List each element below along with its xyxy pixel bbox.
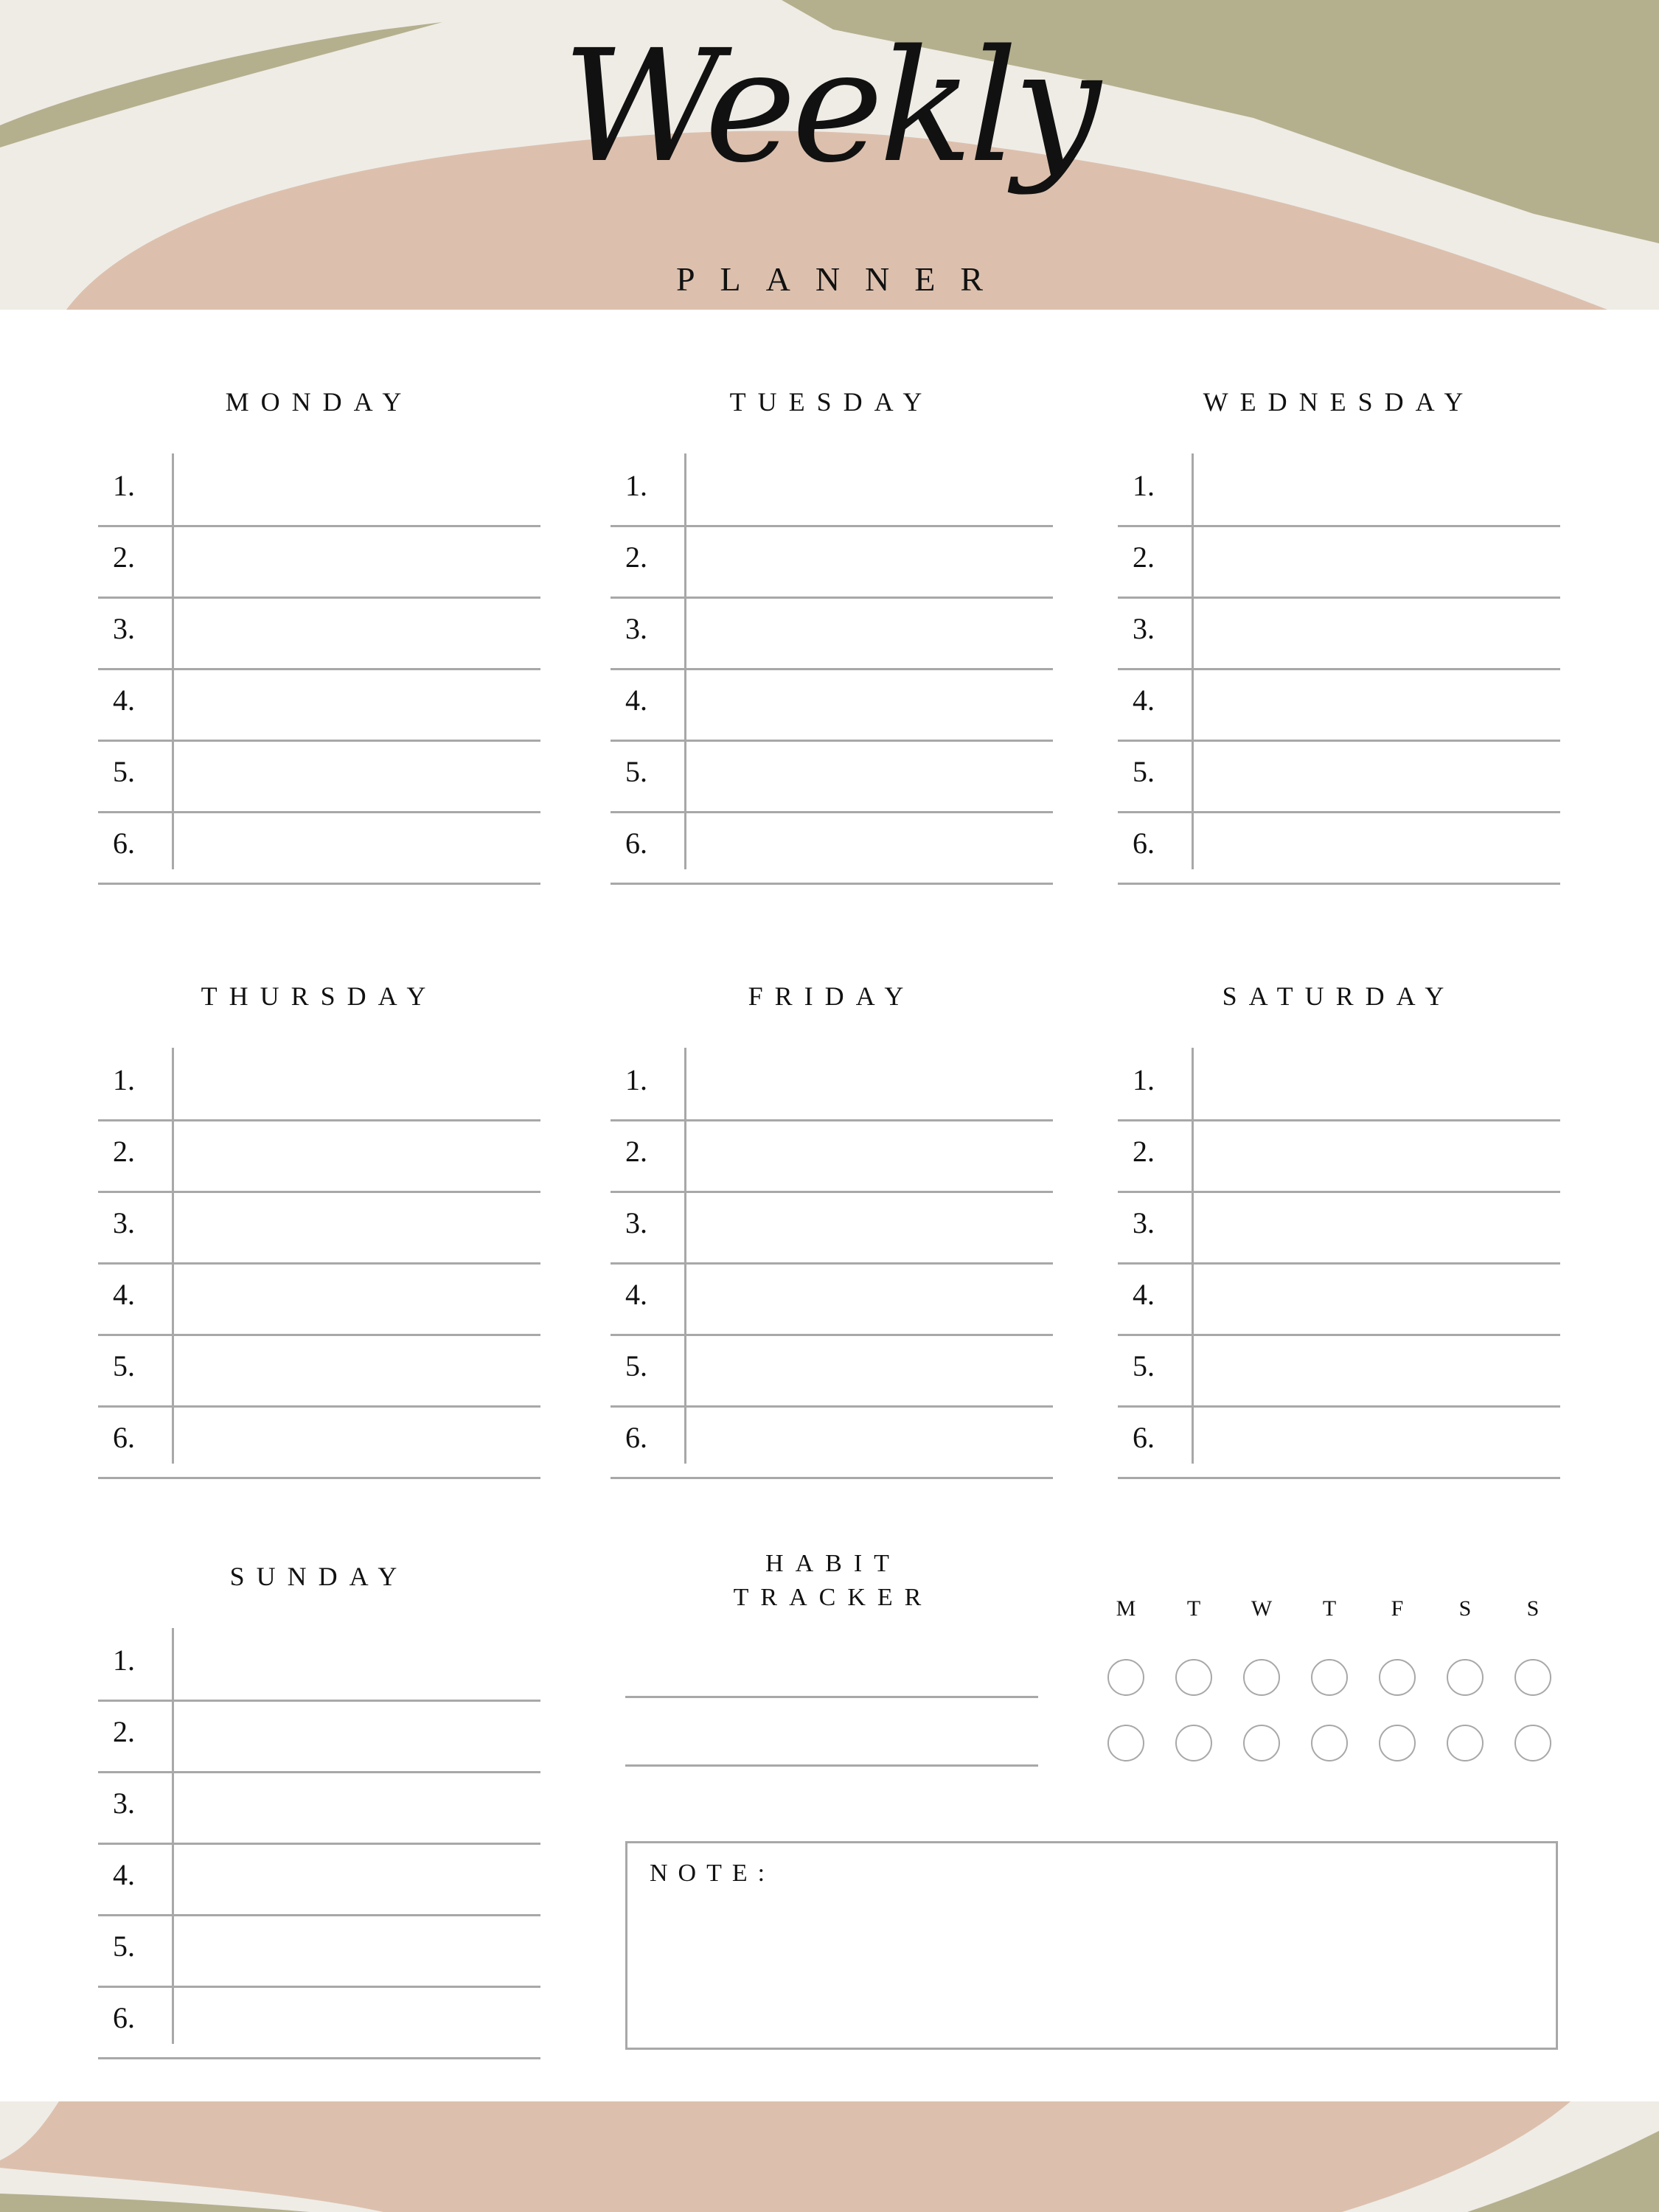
task-row[interactable] — [98, 740, 540, 813]
task-list — [1118, 1048, 1560, 1464]
row-number: 5. — [113, 1349, 135, 1382]
habit-tracker-title — [627, 1547, 1040, 1615]
row-number: 6. — [625, 827, 647, 860]
row-number: 5. — [625, 1349, 647, 1382]
row-number: 2. — [1133, 540, 1155, 574]
task-row[interactable] — [611, 1048, 1053, 1121]
row-number: 5. — [113, 1930, 135, 1963]
habit-checkbox[interactable] — [1514, 1659, 1551, 1696]
task-row[interactable] — [98, 1914, 540, 1988]
task-row[interactable] — [1118, 668, 1560, 742]
task-row[interactable] — [98, 453, 540, 527]
habit-checkbox[interactable] — [1107, 1725, 1144, 1761]
row-number: 3. — [113, 1206, 135, 1239]
row-number: 1. — [625, 469, 647, 502]
row-number: 4. — [113, 1278, 135, 1311]
row-number: 2. — [113, 1135, 135, 1168]
row-number: 4. — [113, 1858, 135, 1891]
habit-checkbox[interactable] — [1447, 1659, 1484, 1696]
task-row[interactable] — [611, 1119, 1053, 1193]
row-number: 3. — [1133, 612, 1155, 645]
habit-checkbox[interactable] — [1514, 1725, 1551, 1761]
row-number: 1. — [1133, 1063, 1155, 1096]
task-row[interactable] — [611, 740, 1053, 813]
row-number: 3. — [625, 612, 647, 645]
footer-decoration — [0, 2101, 1659, 2212]
task-row[interactable] — [1118, 1262, 1560, 1336]
habit-weekday-label: S — [1458, 1596, 1472, 1621]
task-row[interactable] — [98, 1843, 540, 1916]
habit-weekday-label: M — [1116, 1596, 1136, 1621]
row-number: 2. — [113, 1715, 135, 1748]
task-row[interactable] — [98, 1334, 540, 1408]
task-list — [98, 1048, 540, 1464]
task-row[interactable] — [1118, 1191, 1560, 1265]
row-number: 5. — [1133, 1349, 1155, 1382]
row-number: 3. — [113, 612, 135, 645]
task-row[interactable] — [98, 1405, 540, 1479]
task-row[interactable] — [98, 1119, 540, 1193]
task-row[interactable] — [98, 1048, 540, 1121]
row-number: 5. — [113, 755, 135, 788]
row-number: 2. — [1133, 1135, 1155, 1168]
habit-checkbox[interactable] — [1311, 1659, 1348, 1696]
day-title: TUESDAY — [729, 387, 934, 417]
habit-line[interactable] — [625, 1764, 1038, 1767]
row-number: 3. — [625, 1206, 647, 1239]
task-row[interactable] — [98, 1628, 540, 1702]
row-number: 6. — [625, 1421, 647, 1454]
row-number: 6. — [1133, 827, 1155, 860]
row-number: 6. — [113, 827, 135, 860]
row-number: 6. — [1133, 1421, 1155, 1454]
habit-checkbox[interactable] — [1379, 1659, 1416, 1696]
habit-line[interactable] — [625, 1696, 1038, 1698]
task-list — [611, 453, 1053, 869]
note-label: NOTE: — [650, 1860, 776, 1887]
task-row[interactable] — [1118, 1048, 1560, 1121]
task-row[interactable] — [98, 1986, 540, 2059]
row-number: 3. — [1133, 1206, 1155, 1239]
task-row[interactable] — [611, 668, 1053, 742]
row-number: 1. — [113, 1063, 135, 1096]
task-row[interactable] — [98, 1700, 540, 1773]
page-title: Weekly — [562, 16, 1097, 197]
habit-checkbox[interactable] — [1107, 1659, 1144, 1696]
habit-weekday-label: F — [1391, 1596, 1404, 1621]
row-number: 6. — [113, 2001, 135, 2034]
row-number: 2. — [625, 1135, 647, 1168]
day-title: SUNDAY — [229, 1562, 409, 1591]
row-number: 4. — [113, 684, 135, 717]
row-number: 1. — [113, 469, 135, 502]
task-row[interactable] — [611, 597, 1053, 670]
task-row[interactable] — [611, 1262, 1053, 1336]
habit-title-line1: HABIT — [765, 1550, 901, 1577]
task-row[interactable] — [1118, 597, 1560, 670]
habit-checkbox[interactable] — [1379, 1725, 1416, 1761]
habit-weekday-label: S — [1526, 1596, 1540, 1621]
task-row[interactable] — [98, 525, 540, 599]
task-list — [98, 1628, 540, 2044]
task-row[interactable] — [611, 1405, 1053, 1479]
row-number: 4. — [1133, 1278, 1155, 1311]
row-number: 2. — [625, 540, 647, 574]
day-title: SATURDAY — [1222, 981, 1456, 1011]
paper-texture-bottom — [0, 2101, 1659, 2212]
habit-weekday-label: W — [1251, 1596, 1273, 1621]
habit-checkbox[interactable] — [1175, 1659, 1212, 1696]
habit-weekday-label: T — [1186, 1596, 1201, 1621]
task-list — [98, 453, 540, 869]
task-row[interactable] — [1118, 740, 1560, 813]
task-list — [611, 1048, 1053, 1464]
task-row[interactable] — [1118, 811, 1560, 885]
task-row[interactable] — [611, 1334, 1053, 1408]
task-row[interactable] — [98, 1262, 540, 1336]
task-row[interactable] — [1118, 1405, 1560, 1479]
task-row[interactable] — [1118, 525, 1560, 599]
day-title: WEDNESDAY — [1203, 387, 1475, 417]
task-row[interactable] — [1118, 1119, 1560, 1193]
task-row[interactable] — [611, 525, 1053, 599]
day-title: FRIDAY — [748, 981, 916, 1011]
row-number: 4. — [625, 684, 647, 717]
row-number: 1. — [625, 1063, 647, 1096]
row-number: 1. — [1133, 469, 1155, 502]
task-row[interactable] — [611, 453, 1053, 527]
row-number: 4. — [625, 1278, 647, 1311]
page-subtitle: PLANNER — [675, 260, 1009, 298]
habit-checkbox[interactable] — [1311, 1725, 1348, 1761]
row-number: 2. — [113, 540, 135, 574]
task-list — [1118, 453, 1560, 869]
task-row[interactable] — [611, 1191, 1053, 1265]
day-title: MONDAY — [225, 387, 414, 417]
note-box[interactable] — [625, 1841, 1558, 2050]
day-title: THURSDAY — [201, 981, 438, 1011]
task-row[interactable] — [611, 811, 1053, 885]
task-row[interactable] — [98, 1771, 540, 1845]
task-row[interactable] — [98, 811, 540, 885]
row-number: 6. — [113, 1421, 135, 1454]
task-row[interactable] — [1118, 453, 1560, 527]
row-number: 1. — [113, 1644, 135, 1677]
row-number: 4. — [1133, 684, 1155, 717]
habit-checkbox[interactable] — [1175, 1725, 1212, 1761]
habit-checkbox[interactable] — [1243, 1725, 1280, 1761]
task-row[interactable] — [1118, 1334, 1560, 1408]
row-number: 5. — [1133, 755, 1155, 788]
task-row[interactable] — [98, 1191, 540, 1265]
row-number: 3. — [113, 1787, 135, 1820]
task-row[interactable] — [98, 597, 540, 670]
habit-checkbox[interactable] — [1243, 1659, 1280, 1696]
habit-weekday-label: T — [1322, 1596, 1337, 1621]
habit-title-line2: TRACKER — [733, 1584, 933, 1611]
task-row[interactable] — [98, 668, 540, 742]
row-number: 5. — [625, 755, 647, 788]
habit-checkbox[interactable] — [1447, 1725, 1484, 1761]
